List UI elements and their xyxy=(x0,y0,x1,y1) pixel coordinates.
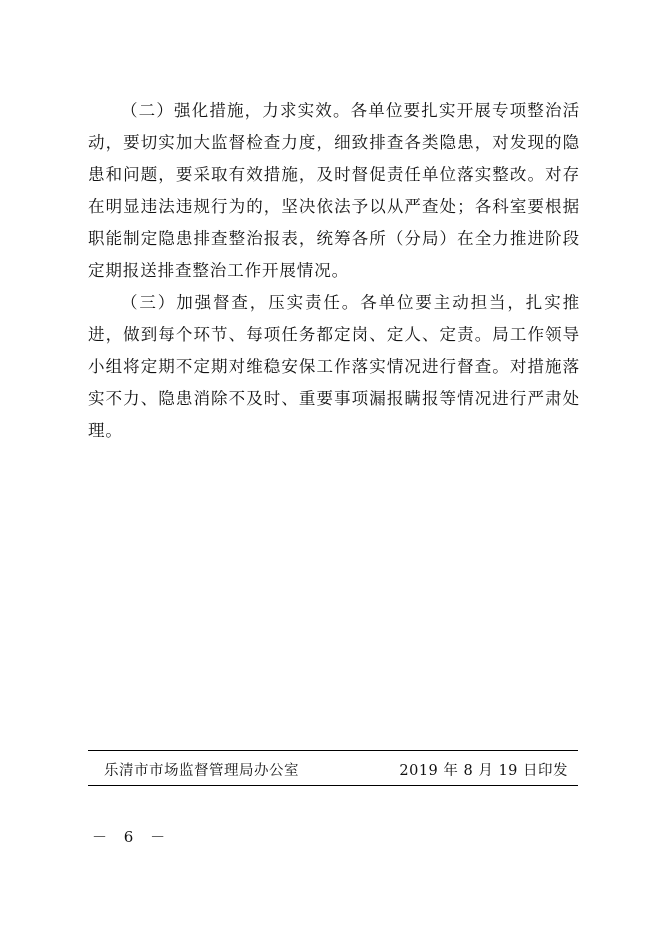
paragraph-2 xyxy=(88,95,580,287)
issue-date: 2019 年 8 月 19 日印发 xyxy=(399,763,568,779)
document-body xyxy=(88,95,580,447)
paragraph-2-text: 各单位要扎实开展专项整治活动，要切实加大监督检查力度，细致排查各类隐患，对发现的隐患和问题，要采取有效措施，及时督促责任单位落实整改。对存在明显违法违规行为的，坚决依法予以从严查处；各科室要根据职能制定隐患排查整治报表，统筹各所（分局）在全力推进阶段定期报送排查整治工作开展情况。 xyxy=(88,101,581,280)
paragraph-3-heading: （三）加强督查，压实责任。 xyxy=(121,293,361,312)
issuer-name: 乐清市市场监督管理局办公室 xyxy=(104,763,299,779)
issuance-footer xyxy=(88,750,578,786)
paragraph-2-heading: （二）强化措施，力求实效。 xyxy=(121,101,351,120)
paragraph-3-text: 各单位要主动担当，扎实推进，做到每个环节、每项任务都定岗、定人、定责。局工作领导小组将定期不定期对维稳安保工作落实情况进行督查。对措施落实不力、隐患消除不及时、重要事项漏报瞒报等情况进行严肃处理。 xyxy=(88,293,580,440)
paragraph-3 xyxy=(88,287,580,447)
page-number: － 6 － xyxy=(92,828,172,846)
